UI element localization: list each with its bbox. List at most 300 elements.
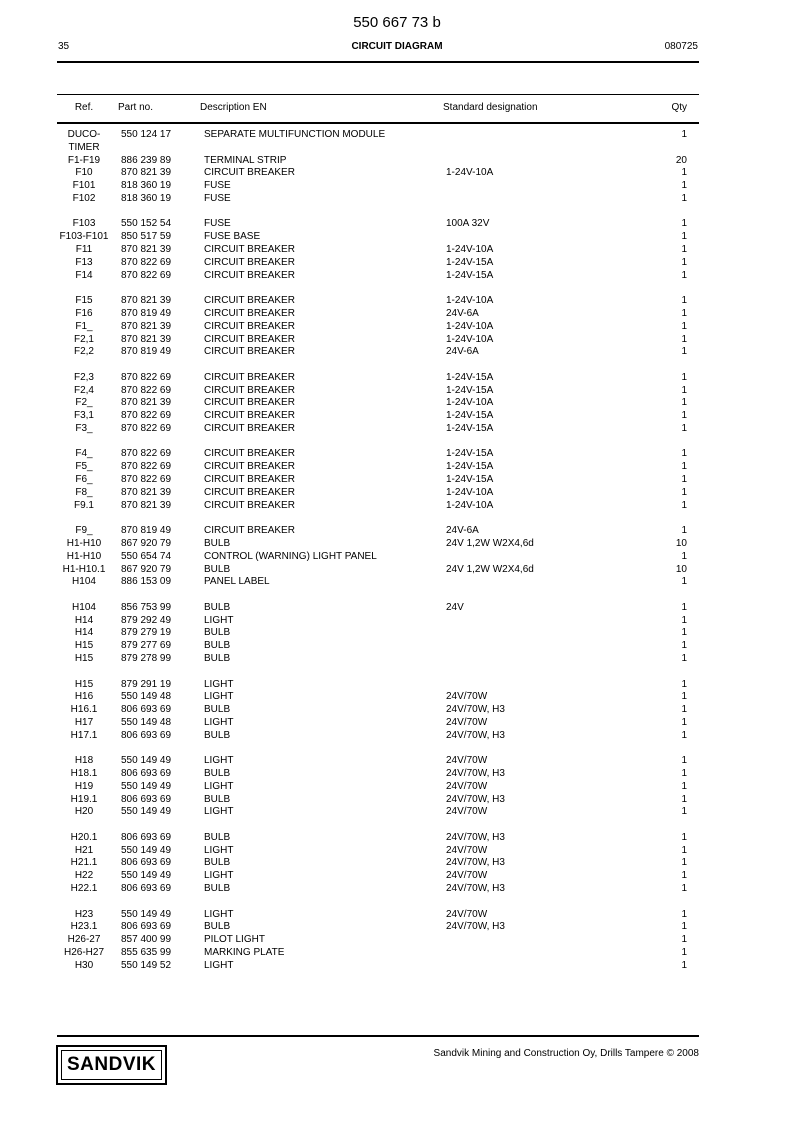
- cell-standard-designation: 1-24V-15A: [446, 448, 494, 460]
- cell-qty: 1: [681, 908, 687, 920]
- column-header-qty: Qty: [671, 102, 687, 113]
- cell-qty: 1: [681, 767, 687, 779]
- table-row: [0, 461, 794, 474]
- cell-standard-designation: 24V/70W: [446, 844, 488, 856]
- cell-standard-designation: 1-24V-10A: [446, 486, 494, 498]
- cell-description: LIGHT: [204, 959, 234, 971]
- cell-part-no: 879 291 19: [121, 678, 172, 690]
- cell-standard-designation: 24V/70W: [446, 908, 488, 920]
- cell-ref: F11: [75, 244, 93, 256]
- column-header-description: Description EN: [200, 102, 267, 113]
- row-group: [0, 909, 794, 973]
- cell-qty: 1: [681, 640, 687, 652]
- cell-part-no: 550 149 49: [121, 806, 172, 818]
- table-row: [0, 551, 794, 564]
- cell-standard-designation: 24V/70W: [446, 780, 488, 792]
- cell-part-no: 550 149 49: [121, 844, 172, 856]
- cell-standard-designation: 24V 1,2W W2X4,6d: [446, 537, 534, 549]
- cell-ref: F1_: [75, 320, 93, 332]
- cell-qty: 1: [681, 857, 687, 869]
- cell-standard-designation: 24V/70W: [446, 755, 488, 767]
- cell-part-no: 806 693 69: [121, 729, 172, 741]
- cell-ref: H26-H27: [63, 946, 105, 958]
- cell-standard-designation: 24V/70W, H3: [446, 921, 505, 933]
- table-row: [0, 346, 794, 359]
- cell-ref: H21.1: [70, 857, 98, 869]
- cell-description: BULB: [204, 857, 231, 869]
- cell-ref: H23.1: [70, 921, 98, 933]
- cell-part-no: 870 822 69: [121, 384, 172, 396]
- cell-qty: 1: [681, 307, 687, 319]
- cell-standard-designation: 1-24V-10A: [446, 397, 494, 409]
- cell-description: CIRCUIT BREAKER: [204, 384, 295, 396]
- cell-description: BULB: [204, 729, 231, 741]
- cell-standard-designation: 1-24V-10A: [446, 499, 494, 511]
- cell-qty: 1: [681, 244, 687, 256]
- row-group: [0, 295, 794, 359]
- row-group: [0, 129, 794, 206]
- footer-rule: [57, 1035, 699, 1037]
- cell-part-no: 870 822 69: [121, 461, 172, 473]
- cell-qty: 1: [681, 474, 687, 486]
- document-number: 550 667 73 b: [353, 14, 441, 31]
- cell-description: CIRCUIT BREAKER: [204, 525, 295, 537]
- column-header-ref: Ref.: [74, 102, 94, 113]
- cell-ref: H18.1: [70, 767, 98, 779]
- cell-part-no: 550 124 17: [121, 129, 172, 140]
- table-row: [0, 857, 794, 870]
- table-row: [0, 653, 794, 666]
- table-row: [0, 244, 794, 257]
- row-group: [0, 755, 794, 819]
- cell-ref: H19: [74, 780, 94, 792]
- cell-standard-designation: 1-24V-15A: [446, 474, 494, 486]
- cell-qty: 10: [675, 537, 687, 549]
- cell-standard-designation: 24V/70W: [446, 691, 488, 703]
- cell-standard-designation: 24V: [446, 601, 464, 613]
- cell-ref: F8_: [75, 486, 93, 498]
- cell-part-no: 886 153 09: [121, 576, 172, 588]
- table-row: [0, 947, 794, 960]
- cell-ref: H16.1: [70, 704, 98, 716]
- cell-ref: H19.1: [70, 793, 98, 805]
- table-row: [0, 627, 794, 640]
- table-row: [0, 423, 794, 436]
- cell-qty: 1: [681, 755, 687, 767]
- cell-ref: F2,1: [73, 333, 94, 345]
- cell-description: CIRCUIT BREAKER: [204, 448, 295, 460]
- cell-description: LIGHT: [204, 755, 234, 767]
- table-top-rule: [57, 94, 699, 95]
- cell-standard-designation: 24V 1,2W W2X4,6d: [446, 563, 534, 575]
- cell-description: BULB: [204, 653, 231, 665]
- cell-part-no: 870 819 49: [121, 346, 172, 358]
- cell-description: CONTROL (WARNING) LIGHT PANEL: [204, 550, 377, 562]
- cell-ref: H15: [74, 653, 94, 665]
- cell-part-no: 550 149 49: [121, 870, 172, 882]
- cell-ref: H15: [74, 678, 94, 690]
- cell-standard-designation: 1-24V-10A: [446, 167, 494, 179]
- table-row: [0, 781, 794, 794]
- cell-description: PILOT LIGHT: [204, 934, 265, 946]
- cell-part-no: 806 693 69: [121, 857, 172, 869]
- cell-description: CIRCUIT BREAKER: [204, 256, 295, 268]
- cell-qty: 1: [681, 704, 687, 716]
- cell-qty: 1: [681, 320, 687, 332]
- table-row: [0, 794, 794, 807]
- cell-part-no: 870 821 39: [121, 244, 172, 256]
- cell-qty: 1: [681, 256, 687, 268]
- cell-part-no: 850 517 59: [121, 231, 172, 243]
- cell-ref: H1-H10: [66, 537, 102, 549]
- cell-part-no: 818 360 19: [121, 192, 172, 204]
- cell-description: CIRCUIT BREAKER: [204, 486, 295, 498]
- cell-ref: H16: [74, 691, 94, 703]
- cell-description: LIGHT: [204, 614, 234, 626]
- cell-ref: H1-H10.1: [62, 563, 106, 575]
- cell-standard-designation: 1-24V-10A: [446, 320, 494, 332]
- table-row: [0, 602, 794, 615]
- cell-ref: F1-F19: [67, 154, 101, 166]
- page-number: 35: [58, 41, 70, 52]
- cell-qty: 20: [675, 154, 687, 166]
- column-header-standard-designation: Standard designation: [443, 102, 538, 113]
- cell-description: LIGHT: [204, 716, 234, 728]
- cell-description: LIGHT: [204, 870, 234, 882]
- cell-part-no: 550 149 49: [121, 908, 172, 920]
- cell-qty: 1: [681, 486, 687, 498]
- cell-description: BULB: [204, 793, 231, 805]
- cell-description: BULB: [204, 704, 231, 716]
- row-group: [0, 679, 794, 743]
- copyright-notice: Sandvik Mining and Construction Oy, Drills Tampere © 2008: [433, 1048, 699, 1059]
- cell-part-no: 870 822 69: [121, 448, 172, 460]
- table-row: [0, 385, 794, 398]
- table-row: [0, 334, 794, 347]
- cell-part-no: 550 149 49: [121, 780, 172, 792]
- cell-ref: H22.1: [70, 883, 98, 895]
- table-row: [0, 845, 794, 858]
- cell-part-no: 870 822 69: [121, 423, 172, 434]
- table-row: [0, 129, 794, 155]
- table-row: [0, 870, 794, 883]
- row-group: [0, 372, 794, 436]
- cell-part-no: 806 693 69: [121, 767, 172, 779]
- cell-description: CIRCUIT BREAKER: [204, 269, 295, 281]
- cell-part-no: 870 822 69: [121, 410, 172, 422]
- cell-qty: 1: [681, 729, 687, 741]
- column-header-part-no: Part no.: [118, 102, 154, 113]
- cell-standard-designation: 24V/70W: [446, 716, 488, 728]
- cell-part-no: 550 149 49: [121, 755, 172, 767]
- cell-standard-designation: 1-24V-15A: [446, 410, 494, 422]
- row-group: [0, 525, 794, 589]
- cell-ref: F15: [75, 295, 93, 307]
- header-rule: [57, 61, 699, 63]
- table-row: [0, 500, 794, 513]
- cell-part-no: 870 821 39: [121, 333, 172, 345]
- cell-standard-designation: 24V-6A: [446, 346, 479, 358]
- table-row: [0, 934, 794, 947]
- cell-description: PANEL LABEL: [204, 576, 270, 588]
- cell-ref: F2,2: [73, 346, 94, 358]
- cell-ref: F13: [75, 256, 93, 268]
- table-row: [0, 704, 794, 717]
- page-title: CIRCUIT DIAGRAM: [351, 41, 443, 52]
- row-group: [0, 218, 794, 282]
- cell-ref: H17.1: [70, 729, 98, 741]
- cell-standard-designation: 1-24V-15A: [446, 384, 494, 396]
- cell-ref: F2,4: [73, 384, 94, 396]
- cell-ref: F9_: [75, 525, 93, 537]
- cell-standard-designation: 24V/70W, H3: [446, 767, 505, 779]
- cell-description: CIRCUIT BREAKER: [204, 499, 295, 511]
- table-row: [0, 525, 794, 538]
- cell-description: CIRCUIT BREAKER: [204, 461, 295, 473]
- cell-qty: 1: [681, 870, 687, 882]
- cell-ref: F103: [72, 218, 96, 230]
- cell-part-no: 879 279 19: [121, 627, 172, 639]
- cell-part-no: 818 360 19: [121, 180, 172, 192]
- cell-ref: H14: [74, 614, 94, 626]
- cell-description: LIGHT: [204, 691, 234, 703]
- row-group: [0, 602, 794, 666]
- cell-description: FUSE: [204, 218, 231, 230]
- cell-description: MARKING PLATE: [204, 946, 285, 958]
- table-row: [0, 474, 794, 487]
- table-row: [0, 679, 794, 692]
- cell-part-no: 806 693 69: [121, 704, 172, 716]
- cell-qty: 1: [681, 959, 687, 971]
- table-row: [0, 832, 794, 845]
- table-row: [0, 231, 794, 244]
- table-row: [0, 768, 794, 781]
- cell-ref: H14: [74, 627, 94, 639]
- cell-ref: F3,1: [73, 410, 94, 422]
- cell-ref: F16: [75, 307, 93, 319]
- cell-ref: H21: [74, 844, 94, 856]
- cell-part-no: 867 920 79: [121, 563, 172, 575]
- cell-qty: 1: [681, 614, 687, 626]
- cell-ref: F102: [72, 192, 96, 204]
- cell-description: BULB: [204, 640, 231, 652]
- cell-part-no: 879 278 99: [121, 653, 172, 665]
- table-row: [0, 921, 794, 934]
- table-row: [0, 218, 794, 231]
- cell-qty: 1: [681, 180, 687, 192]
- cell-ref: H20.1: [70, 831, 98, 843]
- table-row: [0, 397, 794, 410]
- cell-qty: 1: [681, 550, 687, 562]
- cell-qty: 1: [681, 627, 687, 639]
- cell-ref: DUCO-TIMER: [67, 129, 101, 153]
- cell-description: CIRCUIT BREAKER: [204, 295, 295, 307]
- cell-description: CIRCUIT BREAKER: [204, 307, 295, 319]
- cell-part-no: 870 821 39: [121, 499, 172, 511]
- cell-qty: 1: [681, 129, 687, 140]
- cell-ref: F14: [75, 269, 93, 281]
- table-row: [0, 883, 794, 896]
- cell-qty: 1: [681, 946, 687, 958]
- cell-qty: 1: [681, 371, 687, 383]
- cell-description: LIGHT: [204, 844, 234, 856]
- cell-part-no: 856 753 99: [121, 601, 172, 613]
- cell-qty: 1: [681, 844, 687, 856]
- cell-ref: F2_: [75, 397, 93, 409]
- cell-ref: H104: [72, 576, 96, 588]
- table-row: [0, 640, 794, 653]
- cell-standard-designation: 1-24V-15A: [446, 269, 494, 281]
- cell-standard-designation: 24V/70W, H3: [446, 704, 505, 716]
- cell-qty: 1: [681, 384, 687, 396]
- cell-part-no: 879 277 69: [121, 640, 172, 652]
- cell-standard-designation: 24V-6A: [446, 525, 479, 537]
- cell-part-no: 886 239 89: [121, 154, 172, 166]
- cell-part-no: 806 693 69: [121, 921, 172, 933]
- cell-part-no: 855 635 99: [121, 946, 172, 958]
- cell-description: LIGHT: [204, 780, 234, 792]
- cell-qty: 1: [681, 934, 687, 946]
- table-row: [0, 167, 794, 180]
- cell-ref: H17: [74, 716, 94, 728]
- table-column-headers: [0, 102, 794, 116]
- cell-part-no: 806 693 69: [121, 883, 172, 895]
- cell-qty: 1: [681, 806, 687, 818]
- table-row: [0, 564, 794, 577]
- cell-description: CIRCUIT BREAKER: [204, 320, 295, 332]
- cell-qty: 1: [681, 295, 687, 307]
- cell-part-no: 870 822 69: [121, 269, 172, 281]
- cell-part-no: 550 152 54: [121, 218, 172, 230]
- cell-description: BULB: [204, 627, 231, 639]
- cell-qty: 1: [681, 448, 687, 460]
- cell-qty: 1: [681, 218, 687, 230]
- cell-qty: 1: [681, 716, 687, 728]
- cell-standard-designation: 1-24V-15A: [446, 256, 494, 268]
- cell-part-no: 806 693 69: [121, 831, 172, 843]
- cell-standard-designation: 24V/70W, H3: [446, 857, 505, 869]
- cell-standard-designation: 24V/70W: [446, 806, 488, 818]
- cell-part-no: 879 292 49: [121, 614, 172, 626]
- table-row: [0, 295, 794, 308]
- cell-description: BULB: [204, 883, 231, 895]
- table-row: [0, 615, 794, 628]
- cell-part-no: 870 821 39: [121, 397, 172, 409]
- cell-qty: 1: [681, 601, 687, 613]
- sandvik-logo: [56, 1045, 167, 1085]
- cell-standard-designation: 1-24V-10A: [446, 295, 494, 307]
- cell-qty: 1: [681, 525, 687, 537]
- table-row: [0, 806, 794, 819]
- cell-standard-designation: 1-24V-15A: [446, 461, 494, 473]
- cell-qty: 1: [681, 678, 687, 690]
- cell-description: BULB: [204, 831, 231, 843]
- cell-part-no: 870 821 39: [121, 320, 172, 332]
- cell-description: CIRCUIT BREAKER: [204, 244, 295, 256]
- cell-ref: F6_: [75, 474, 93, 486]
- cell-ref: H18: [74, 755, 94, 767]
- cell-ref: F2,3: [73, 371, 94, 383]
- cell-part-no: 870 822 69: [121, 256, 172, 268]
- cell-qty: 1: [681, 269, 687, 281]
- table-row: [0, 717, 794, 730]
- cell-part-no: 870 819 49: [121, 525, 172, 537]
- cell-part-no: 550 149 48: [121, 716, 172, 728]
- cell-description: FUSE: [204, 192, 231, 204]
- cell-standard-designation: 1-24V-15A: [446, 371, 494, 383]
- cell-description: BULB: [204, 601, 231, 613]
- table-row: [0, 180, 794, 193]
- cell-description: FUSE BASE: [204, 231, 261, 243]
- cell-part-no: 857 400 99: [121, 934, 172, 946]
- table-row: [0, 576, 794, 589]
- table-row: [0, 691, 794, 704]
- cell-qty: 1: [681, 691, 687, 703]
- cell-standard-designation: 24V/70W, H3: [446, 729, 505, 741]
- cell-ref: H104: [72, 601, 96, 613]
- cell-description: CIRCUIT BREAKER: [204, 397, 295, 409]
- cell-ref: H30: [74, 959, 94, 971]
- cell-description: CIRCUIT BREAKER: [204, 346, 295, 358]
- cell-ref: H15: [74, 640, 94, 652]
- cell-standard-designation: 24V/70W, H3: [446, 831, 505, 843]
- cell-qty: 1: [681, 461, 687, 473]
- cell-standard-designation: 24V/70W: [446, 870, 488, 882]
- cell-description: BULB: [204, 537, 231, 549]
- cell-part-no: 870 822 69: [121, 371, 172, 383]
- cell-ref: H20: [74, 806, 94, 818]
- cell-ref: F4_: [75, 448, 93, 460]
- cell-description: LIGHT: [204, 678, 234, 690]
- cell-description: CIRCUIT BREAKER: [204, 410, 295, 422]
- table-row: [0, 538, 794, 551]
- table-row: [0, 909, 794, 922]
- table-row: [0, 410, 794, 423]
- cell-part-no: 550 149 52: [121, 959, 172, 971]
- cell-description: CIRCUIT BREAKER: [204, 333, 295, 345]
- cell-ref: F9.1: [73, 499, 94, 511]
- cell-qty: 1: [681, 921, 687, 933]
- row-group: [0, 448, 794, 512]
- parts-table-body: [0, 129, 794, 985]
- cell-description: BULB: [204, 563, 231, 575]
- cell-part-no: 867 920 79: [121, 537, 172, 549]
- logo-text: SANDVIK: [66, 1054, 156, 1075]
- cell-ref: H1-H10: [66, 550, 102, 562]
- cell-qty: 1: [681, 346, 687, 358]
- cell-part-no: 870 821 39: [121, 295, 172, 307]
- cell-part-no: 806 693 69: [121, 793, 172, 805]
- cell-qty: 1: [681, 883, 687, 895]
- cell-ref: F101: [72, 180, 96, 192]
- cell-standard-designation: 24V/70W, H3: [446, 793, 505, 805]
- cell-qty: 1: [681, 831, 687, 843]
- cell-part-no: 870 821 39: [121, 167, 172, 179]
- cell-qty: 1: [681, 333, 687, 345]
- cell-description: TERMINAL STRIP: [204, 154, 287, 166]
- cell-part-no: 870 821 39: [121, 486, 172, 498]
- cell-standard-designation: 100A 32V: [446, 218, 490, 230]
- cell-standard-designation: 24V/70W, H3: [446, 883, 505, 895]
- cell-part-no: 870 819 49: [121, 307, 172, 319]
- cell-description: LIGHT: [204, 806, 234, 818]
- cell-qty: 1: [681, 793, 687, 805]
- cell-ref: H26-27: [67, 934, 101, 946]
- cell-part-no: 550 654 74: [121, 550, 172, 562]
- cell-ref: F103-F101: [59, 231, 109, 243]
- cell-ref: H23: [74, 908, 94, 920]
- cell-description: LIGHT: [204, 908, 234, 920]
